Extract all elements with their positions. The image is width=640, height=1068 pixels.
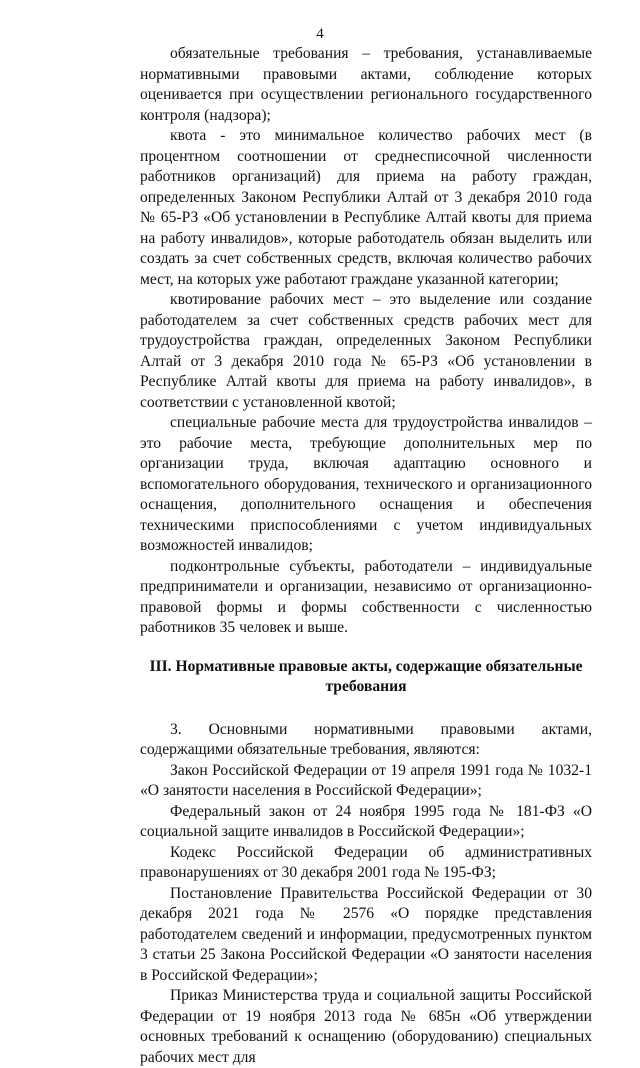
act-administrative-code: Кодекс Российской Федерации об административных правонарушениях от 30 декабря 2001 года № 195-ФЗ; — [140, 843, 592, 881]
act-labor-ministry-order: Приказ Министерства труда и социальной защиты Российской Федерации от 19 ноября 2013 года № 685н «Об утверждении основных требований к оснащению (оборудованию) специальных рабочих мест для — [140, 987, 592, 1066]
definition-quota-allocation: квотирование рабочих мест – это выделение или создание работодателем за счет собственных средств рабочих мест для трудоустройства граждан, определенных Законом Республики Алтай от 3 декабря 2010 года № 65-РЗ «Об установлении в Республике Алтай квоты для приема на работу инвалидов», в соответствии с установленной квотой; — [140, 291, 592, 411]
definition-special-workplaces: специальные рабочие места для трудоустройства инвалидов – это рабочие места, требующие дополнительных мер по организации труда, включая адаптацию основного и вспомогательного оборудования, технического и организационного оснащения, дополнительного оснащения и обеспечения техническими приспособлениями с учетом индивидуальных возможностей инвалидов; — [140, 414, 592, 554]
page-body — [140, 44, 592, 1068]
section-heading: III. Нормативные правовые акты, содержащие обязательные требования — [149, 657, 583, 695]
definition-controlled-subjects: подконтрольные субъекты, работодатели – индивидуальные предприниматели и организации, независимо от организационно-правовой формы и формы собственности с численностью работников 35 человек и выше. — [140, 557, 592, 636]
act-government-resolution: Постановление Правительства Российской Федерации от 30 декабря 2021 года № 2576 «О порядке представления работодателем сведений и информации, предусмотренных пунктом 3 статьи 25 Закона Российской Федерации «О занятости населения в Российской Федерации»; — [140, 884, 592, 984]
page-number: 4 — [316, 26, 324, 42]
acts-intro: 3. Основными нормативными правовыми актами, содержащими обязательные требования, являются: — [140, 720, 592, 758]
definition-quota: квота - это минимальное количество рабочих мест (в процентном соотношении от среднесписочной численности работников организаций) для приема на работу граждан, определенных Законом Республики Алтай от 3 декабря 2010 года № 65-РЗ «Об установлении в Республике Алтай квоты для приема на работу инвалидов», которые работодатель обязан выделить или создать за счет собственных средств, включая количество рабочих мест, на которых уже работают граждане указанной категории; — [140, 127, 592, 288]
act-employment-law: Закон Российской Федерации от 19 апреля 1991 года № 1032-1 «О занятости населения в Российской Федерации»; — [140, 761, 592, 799]
act-disability-protection-law: Федеральный закон от 24 ноября 1995 года № 181-ФЗ «О социальной защите инвалидов в Российской Федерации»; — [140, 802, 592, 840]
definition-mandatory-requirements: обязательные требования – требования, устанавливаемые нормативными правовыми актами, соблюдение которых оценивается при осуществлении регионального государственного контроля (надзора); — [140, 45, 592, 124]
